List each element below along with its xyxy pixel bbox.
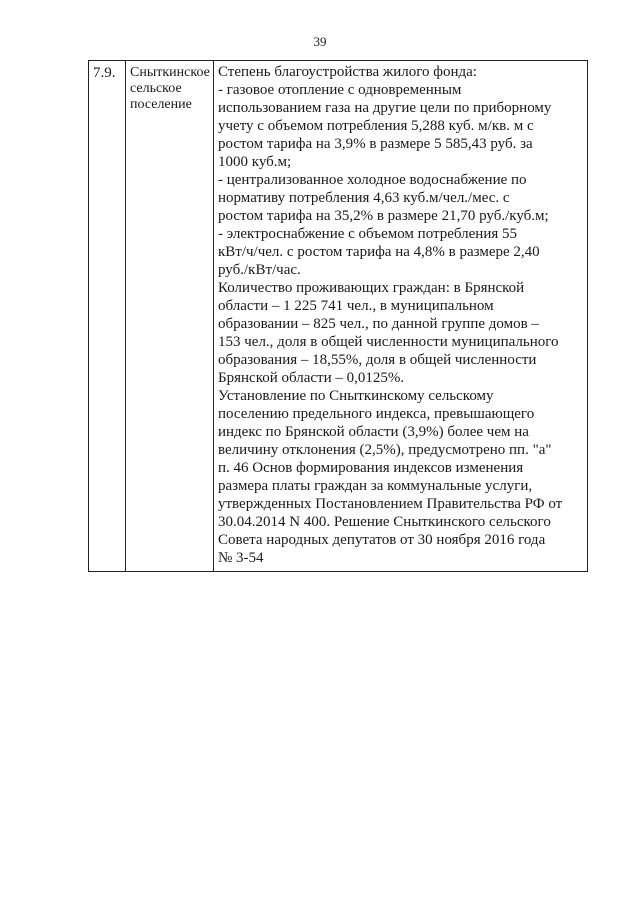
text-line: поселению предельного индекса, превышающего <box>218 406 535 422</box>
text-line: № 3-54 <box>218 550 264 566</box>
text-line: Степень благоустройства жилого фонда: <box>218 64 477 80</box>
text-line: 153 чел., доля в общей численности муниципального <box>218 334 559 350</box>
table-row <box>89 61 588 572</box>
page-number: 39 <box>313 34 327 49</box>
text-line: Установление по Сныткинскому сельскому <box>218 388 494 404</box>
text-line: утвержденных Постановлением Правительства РФ от <box>218 496 563 512</box>
row-number-cell <box>89 61 126 572</box>
text-line: - централизованное холодное водоснабжение по <box>218 172 527 188</box>
text-line: Количество проживающих граждан: в Брянской <box>218 280 525 296</box>
text-line: индекс по Брянской области (3,9%) более чем на <box>218 424 529 440</box>
text-line: 1000 куб.м; <box>218 154 292 170</box>
settlement-name-cell <box>126 61 214 572</box>
settlement-name-line: сельское <box>130 81 182 96</box>
text-line: использованием газа на другие цели по приборному <box>218 100 552 116</box>
settlement-name-line: Сныткинское <box>130 65 210 80</box>
text-line: размера платы граждан за коммунальные услуги, <box>218 478 533 494</box>
row-number: 7.9. <box>93 65 116 81</box>
tariff-table <box>88 60 588 572</box>
settlement-name-line: поселение <box>130 97 192 112</box>
text-line: Брянской области – 0,0125%. <box>218 370 405 386</box>
description-text <box>218 63 583 567</box>
text-line: образовании – 825 чел., по данной группе домов – <box>218 316 539 332</box>
text-line: 30.04.2014 N 400. Решение Сныткинского сельского <box>218 514 551 530</box>
text-line: - электроснабжение с объемом потребления 55 <box>218 226 518 242</box>
text-line: нормативу потребления 4,63 куб.м/чел./мес. с <box>218 190 510 206</box>
text-line: ростом тарифа на 35,2% в размере 21,70 руб./куб.м; <box>218 208 549 224</box>
text-line: образования – 18,55%, доля в общей численности <box>218 352 537 368</box>
text-line: Совета народных депутатов от 30 ноября 2016 года <box>218 532 546 548</box>
text-line: величину отклонения (2,5%), предусмотрено пп. "а" <box>218 442 552 458</box>
text-line: области – 1 225 741 чел., в муниципальном <box>218 298 494 314</box>
text-line: ростом тарифа на 3,9% в размере 5 585,43 руб. за <box>218 136 533 152</box>
text-line: руб./кВт/час. <box>218 262 301 278</box>
text-line: учету с объемом потребления 5,288 куб. м/кв. м с <box>218 118 534 134</box>
description-cell <box>214 61 588 572</box>
text-line: - газовое отопление с одновременным <box>218 82 462 98</box>
text-line: кВт/ч/чел. с ростом тарифа на 4,8% в размере 2,40 <box>218 244 540 260</box>
text-line: п. 46 Основ формирования индексов изменения <box>218 460 524 476</box>
